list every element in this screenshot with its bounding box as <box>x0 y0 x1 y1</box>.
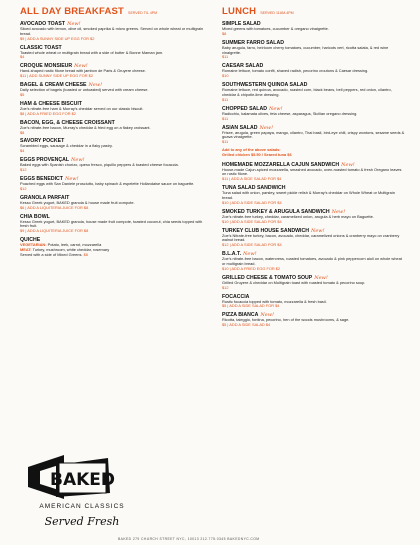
item-price: $11 | ADD SUNNY SIDE UP EGG FOR $2 <box>20 73 94 79</box>
item-description: Kesso Greek yogurt, BAKED granola, house made fruit compote, toasted coconut, chia seeds topped with fresh fruit. <box>20 218 203 229</box>
logo-subtitle: AMERICAN CLASSICS <box>39 503 125 510</box>
item-name: CLASSIC TOAST <box>20 44 62 51</box>
item-description: Kesso Greek yogurt, BAKED granola & house made fruit compote. <box>20 199 135 205</box>
item-name: GRANOLA PARFAIT <box>20 194 70 201</box>
item-price: $11 <box>222 96 229 102</box>
served-text: Served with a side of Mixed Greens. <box>20 251 83 257</box>
item-description: House-made Cajun-spiced mozzarella, smashed avocado, oven-roasted tomato & fresh Oregano leaves on rustic filone. <box>222 166 402 177</box>
item-price: $11 <box>222 54 229 60</box>
item-name: AVOCADO TOAST <box>20 21 66 27</box>
menu-item-simple-salad <box>222 21 406 37</box>
item-price: $8 <box>222 30 227 36</box>
item-description: Rustic focaccia topped with tomato, mozzarella & fresh basil. <box>222 298 327 304</box>
menu-item-quiche <box>20 237 212 257</box>
menu-item-eggs-benedict <box>20 176 212 192</box>
item-price: $10 | ADD A FRIED EGG FOR $2 <box>222 265 281 271</box>
item-description: Zoe's nitrate-free ham & Murray's cheddar served on our classic biscuit. <box>20 105 144 111</box>
item-description: Toasted whole wheat or multigrain bread with a side of butter & Bonne Maman jam. <box>20 49 164 55</box>
item-price: $11 <box>222 139 229 145</box>
new-badge: New! <box>331 208 346 215</box>
item-name: HOMEMADE MOZZARELLA CAJUN SANDWICH <box>222 161 340 168</box>
item-description: Tuna salad with onion, parsley, sweet pickle relish & Murray's cheddar on Whole Wheat or Multigrain bread. <box>222 190 395 201</box>
item-name: SOUTHWESTERN QUINOA SALAD <box>222 82 308 89</box>
item-price: $4 <box>20 54 25 60</box>
menu-item-b-l-a-t <box>222 251 406 271</box>
item-description: Sliced avocado with lemon, olive oil, smoked paprika & micro greens. Served on whole wheat or multigrain bread. <box>20 26 204 36</box>
lunch-header <box>222 6 406 17</box>
item-name: CHIA BOWL <box>20 213 50 220</box>
addon-line-1: Add to any of the above salads: <box>222 147 281 153</box>
menu-item-classic-toast <box>20 45 212 61</box>
item-name: EGGS BENEDICT <box>20 176 63 183</box>
menu-item-avocado-toast <box>20 21 212 41</box>
item-price: $12 <box>20 167 27 173</box>
menu-item-eggs-proven-al <box>20 157 212 173</box>
item-price: $8 <box>83 251 88 257</box>
menu-item-asian-salad <box>222 125 406 145</box>
item-name: CAESAR SALAD <box>222 63 264 70</box>
item-description: Radicchio, kalamata olives, feta cheese, asparagus, Sicilian oregano dressing. <box>222 110 358 116</box>
item-price: $10 <box>222 73 229 79</box>
menu-item-caesar-salad <box>222 63 406 79</box>
meat-desc: Turkey, mushroom, white cheddar, rosemary <box>32 246 110 252</box>
menu-item-bagel-cream-cheese <box>20 82 212 98</box>
item-name: GRILLED CHEESE & TOMATO SOUP <box>222 274 313 281</box>
new-badge: New! <box>74 63 88 70</box>
item-name: FOCACCIA <box>222 293 250 300</box>
new-badge: New! <box>71 157 85 164</box>
item-price: $4 <box>20 148 25 154</box>
quiche-served <box>20 253 212 258</box>
item-name: B.L.A.T. <box>222 251 242 258</box>
lunch-hours: SERVED 11AM-4PM <box>260 11 294 15</box>
breakfast-title: ALL DAY BREAKFAST <box>20 6 125 17</box>
item-price: $11 <box>222 115 229 121</box>
new-badge: New! <box>268 105 283 112</box>
item-description: Mixed greens with tomatoes, cucumber & oregano vinaigrette. <box>222 26 329 31</box>
item-price: $8 | ADD A FRIED EGG FOR $2 <box>20 110 76 116</box>
menu-item-southwestern-quinoa-salad <box>222 82 406 102</box>
item-name: EGGS PROVENÇAL <box>20 157 70 164</box>
item-price: $9 | ADD A LIQUITERIA JUICE FOR $8 <box>20 228 89 234</box>
item-price: $8 <box>20 129 25 135</box>
item-description: Poached eggs with San Daniele prosciutto, baby spinach & espelette Hollandaise sauce on baguette. <box>20 181 195 187</box>
lunch-title: LUNCH <box>222 6 257 17</box>
vegetarian-desc: Potato, leek, carrot, mozzarella <box>47 242 102 248</box>
menu-item-focaccia <box>222 294 406 310</box>
vegetarian-label: VEGETARIAN: <box>20 242 47 248</box>
new-badge: New! <box>260 312 275 319</box>
item-name: SAVORY POCKET <box>20 138 65 145</box>
item-description: Zoe's Nitrate-free turkey, bacon, avocado, cheddar, caramelized onions & cranberry mayo on cranberry walnut bread. <box>222 232 400 243</box>
item-description: Ricotta, taleggio, fontina, pecorino, hen of the woods mushrooms, & sage. <box>222 317 350 323</box>
item-name: SUMMER FARRO SALAD <box>222 39 284 46</box>
menu-item-grilled-cheese-tomato-soup <box>222 275 406 291</box>
new-badge: New! <box>88 82 103 89</box>
item-price: $5 | ADD A SIDE SALAD FOR $4 <box>222 303 280 309</box>
item-name: BACON, EGG, & CHEESE CROISSANT <box>20 119 115 126</box>
item-description: Romaine lettuce, red quinoa, avocado, roasted corn, black beans, bell peppers, red onion, cilantro, cheddar & chipotle-lime dressing. <box>222 87 392 97</box>
item-price: $12 <box>20 185 27 191</box>
item-name: TURKEY CLUB HOUSE SANDWICH <box>222 227 309 234</box>
new-badge: New! <box>64 176 79 183</box>
salad-addon-note <box>222 148 406 158</box>
footer-address: BAKED 279 CHURCH STREET NYC, 10013 212.775.0345 BAKEDNYC.COM <box>118 537 260 541</box>
item-description: Grilled Gruyere & cheddar on Multigrain toast with roasted tomato & pecorino soup. <box>222 279 366 285</box>
item-price: $12 <box>222 284 229 290</box>
item-name: CROQUE MONSIEUR <box>20 63 73 70</box>
breakfast-items <box>20 21 212 234</box>
item-price: $11 | ADD A SIDE SALAD FOR $4 <box>222 176 282 182</box>
item-description: Romaine lettuce, tomato confit, shaved radish, pecorino croutons & Caesar dressing. <box>222 68 369 74</box>
menu-item-smoked-turkey-arugula-sandwich <box>222 209 406 225</box>
new-badge: New! <box>259 124 274 131</box>
menu-item-ham-cheese-biscuit <box>20 101 212 117</box>
item-name: BAGEL & CREAM CHEESE <box>20 82 87 89</box>
item-name: HAM & CHEESE BISCUIT <box>20 100 82 107</box>
menu-item-bacon-egg-cheese-croissant <box>20 120 212 136</box>
item-name: PIZZA BIANCA <box>222 312 259 319</box>
lunch-column <box>222 6 406 331</box>
logo-tagline: Served Fresh <box>44 515 120 528</box>
item-price: $5 | ADD A SIDE SALAD $4 <box>222 322 271 328</box>
item-price: $9 | ADD A SUNNY SIDE UP EGG FOR $2 <box>20 35 95 41</box>
menu-item-summer-farro-salad <box>222 40 406 60</box>
item-description: Scrambled eggs, sausage & cheddar in a flaky pastry. <box>20 143 113 149</box>
item-description: Daily selection of bagels (toasted or untoasted) served with cream cheese. <box>20 87 149 93</box>
baked-logo <box>26 453 144 531</box>
new-badge: New! <box>310 227 325 234</box>
item-description: Zoe's nitrate-free turkey, cheddar, caramelized onion, arugula & herb mayo on Baguette. <box>222 213 374 219</box>
menu-item-savory-pocket <box>20 138 212 154</box>
item-price: $6 | ADD A LIQUITERIA JUICE FOR $8 <box>20 204 89 210</box>
new-badge: New! <box>341 161 355 168</box>
menu-item-pizza-bianca <box>222 312 406 328</box>
meat-label: MEAT: <box>20 246 32 252</box>
new-badge: New! <box>243 251 257 258</box>
lunch-items <box>222 21 406 328</box>
new-badge: New! <box>67 21 81 27</box>
logo-text: BAKED <box>49 470 116 490</box>
item-description: Baby arugula, farro, heirloom cherry tomatoes, cucumber, haricots vert, ricotta salata, & red wine vinaigrette. <box>222 44 389 55</box>
breakfast-column <box>20 6 212 261</box>
item-price: $10 | ADD A SIDE SALAD FOR $4 <box>222 199 282 205</box>
menu-item-turkey-club-house-sandwich <box>222 228 406 248</box>
breakfast-hours: SERVED TIL 4PM <box>128 11 158 15</box>
item-description: Baked eggs with Spanish chorizo, queso fresco, piquillo peppers & toasted cheese focaccia. <box>20 162 179 168</box>
item-description: Hand-shaped rustic filone bread with jambon de Paris & Gruyere cheese. <box>20 68 146 74</box>
item-description: Zoe's nitrate-free bacon, Murray's cheddar & fried egg on a flakey croissant. <box>20 124 151 130</box>
new-badge: New! <box>314 274 328 281</box>
menu-item-homemade-mozzarella-cajun-sandwich <box>222 162 406 182</box>
item-name: SIMPLE SALAD <box>222 21 261 27</box>
item-price: $12 | ADD A SIDE SALAD FOR $4 <box>222 242 282 248</box>
item-name: QUICHE <box>20 237 41 244</box>
item-name: SMOKED TURKEY & ARUGULA SANDWICH <box>222 208 330 215</box>
menu-item-tuna-salad-sandwich <box>222 185 406 205</box>
item-price: $10 | ADD A SIDE SALAD FOR $4 <box>222 218 282 224</box>
item-name: TUNA SALAD SANDWICH <box>222 185 286 192</box>
breakfast-header <box>20 6 212 17</box>
logo-graphic <box>26 453 144 531</box>
menu-item-granola-parfait <box>20 195 212 211</box>
menu-item-croque-monsieur <box>20 63 212 79</box>
item-price: $5 <box>20 91 25 97</box>
menu-item-chopped-salad <box>222 106 406 122</box>
item-name: ASIAN SALAD <box>222 124 258 131</box>
item-description: Zoe's nitrate-free bacon, watercress, roasted tomatoes, avocado & pink peppercorn aioli on whole wheat or multigrain bread. <box>222 256 402 266</box>
item-description: Frisee, arugula, green papaya, mango, cilantro, Thai basil, bird-eye chili, crispy wontons, sesame seeds & guava vinaigrette. <box>222 129 405 140</box>
menu-item-chia-bowl <box>20 214 212 234</box>
addon-line-2: Grilled chicken $5.50 / Seared tuna $6 <box>222 151 292 157</box>
item-name: CHOPPED SALAD <box>222 105 267 112</box>
